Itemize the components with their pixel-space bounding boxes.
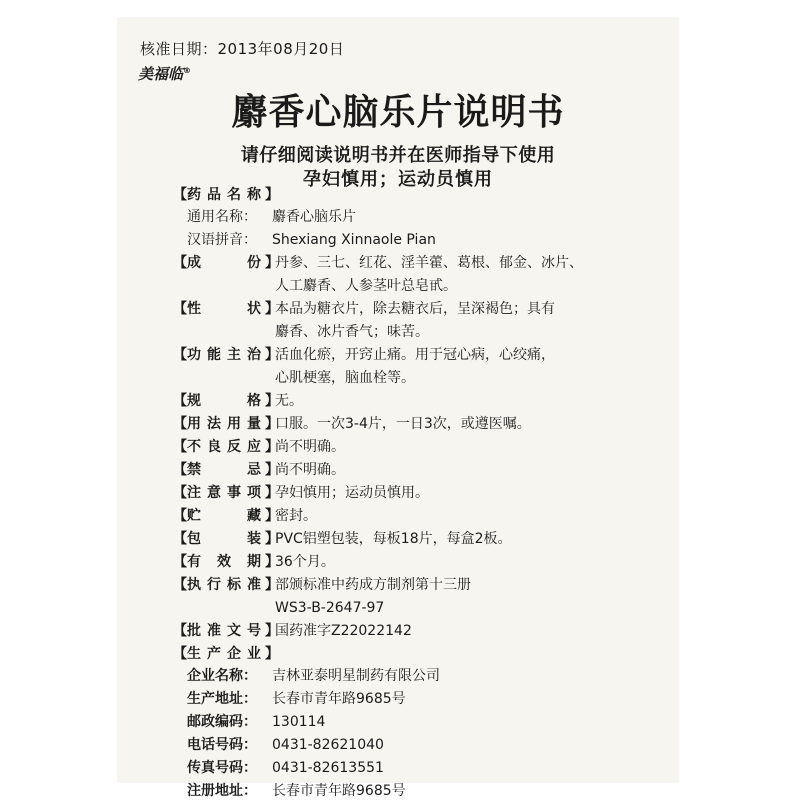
section-text: 活血化瘀，开窍止痛。用于冠心病，心绞痛，: [275, 347, 555, 363]
company-address: 长春市青年路9685号: [272, 691, 406, 707]
field-value: Shexiang Xinnaole Pian: [272, 232, 436, 248]
field-label: 传真号码：: [187, 760, 257, 776]
company-postcode: 130114: [272, 714, 326, 730]
section-text: WS3-B-2647-97: [275, 600, 385, 616]
company-registered-address: 长春市青年路9685号: [272, 783, 406, 799]
field-label: 企业名称：: [187, 668, 257, 684]
section-text: 本品为糖衣片，除去糖衣后，呈深褐色；具有: [275, 301, 555, 317]
instruction-sheet: [118, 18, 678, 799]
common-name-row: [187, 206, 643, 229]
field-label: 注册地址：: [187, 783, 257, 799]
company-address-row: [187, 688, 643, 711]
section-validity: 【 有 效 期 】 36个月。: [173, 551, 643, 574]
section-text: 丹参、三七、红花、淫羊藿、葛根、郁金、冰片、: [275, 255, 583, 271]
field-label: 汉语拼音：: [187, 232, 257, 248]
company-name-row: [187, 665, 643, 688]
brand-logo: [138, 63, 191, 84]
company-postcode-row: [187, 711, 643, 734]
section-label: 功 能 主 治: [187, 347, 261, 363]
section-text: 人工麝香、人参茎叶总皂甙。: [275, 278, 457, 294]
section-dosage: 【 用 法 用 量 】 口服。一次3-4片，一日3次，或遵医嘱。: [173, 413, 643, 436]
section-text: 密封。: [275, 508, 317, 524]
approval-date: 核准日期：2013年08月20日: [140, 40, 345, 58]
field-label: 邮政编码：: [187, 714, 257, 730]
company-phone-row: [187, 734, 643, 757]
section-contraindications: 【 禁 忌 】 尚不明确。: [173, 459, 643, 482]
brand-name: 美福临: [138, 65, 184, 83]
section-text: 尚不明确。: [275, 462, 345, 478]
section-label: 不 良 反 应: [187, 439, 261, 455]
section-text: 36个月。: [275, 554, 335, 570]
section-text: 国药准字Z22022142: [275, 623, 412, 639]
section-ingredients: 【 成 份 】 丹参、三七、红花、淫羊藿、葛根、郁金、冰片、 人工麝香、人参茎叶总皂甙。: [173, 252, 643, 298]
section-text: 口服。一次3-4片，一日3次，或遵医嘱。: [275, 416, 531, 432]
section-approval-number: 【 批 准 文 号 】 国药准字Z22022142: [173, 620, 643, 643]
section-label: 用 法 用 量: [187, 416, 261, 432]
field-label: 生产地址：: [187, 691, 257, 707]
section-manufacturer: 【 生 产 企 业 】: [173, 643, 643, 665]
section-specification: 【 规 格 】 无。: [173, 390, 643, 413]
section-label: 执 行 标 准: [187, 577, 261, 593]
usage-warning: 请仔细阅读说明书并在医师指导下使用: [240, 145, 556, 166]
section-label: 规 格: [187, 393, 261, 409]
section-label: 禁 忌: [187, 462, 261, 478]
company-name: 吉林亚泰明星制药有限公司: [272, 668, 440, 684]
section-indications: 【 功 能 主 治 】 活血化瘀，开窍止痛。用于冠心病，心绞痛， 心肌梗塞，脑血栓等。: [173, 344, 643, 390]
section-text: 部颁标准中药成方制剂第十三册: [275, 577, 471, 593]
caution-warning: 孕妇慎用；运动员慎用: [303, 169, 493, 190]
section-label: 包 装: [187, 531, 261, 547]
section-label: 性 状: [187, 301, 261, 317]
section-adverse-reactions: 【 不 良 反 应 】 尚不明确。: [173, 436, 643, 459]
section-label: 成 份: [187, 255, 261, 271]
section-label: 注 意 事 项: [187, 485, 261, 501]
field-label: 电话号码：: [187, 737, 257, 753]
section-label: 有 效 期: [187, 554, 261, 570]
registered-mark: ®: [183, 66, 192, 75]
section-text: 麝香、冰片香气；味苦。: [275, 324, 429, 340]
company-fax: 0431-82613551: [272, 760, 384, 776]
section-label: 药 品 名 称: [187, 187, 261, 203]
field-label: 通用名称：: [187, 209, 257, 225]
section-drug-name: 【 药 品 名 称 】: [173, 184, 643, 206]
company-phone: 0431-82621040: [272, 737, 384, 753]
section-storage: 【 贮 藏 】 密封。: [173, 505, 643, 528]
section-label: 批 准 文 号: [187, 623, 261, 639]
field-value: 麝香心脑乐片: [272, 209, 356, 225]
section-description: 【 性 状 】 本品为糖衣片，除去糖衣后，呈深褐色；具有 麝香、冰片香气；味苦。: [173, 298, 643, 344]
section-precautions: 【 注 意 事 项 】 孕妇慎用；运动员慎用。: [173, 482, 643, 505]
document-title: 麝香心脑乐片说明书: [231, 92, 565, 133]
company-fax-row: [187, 757, 643, 780]
section-text: 心肌梗塞，脑血栓等。: [275, 370, 415, 386]
section-text: 无。: [275, 393, 303, 409]
section-label: 生 产 企 业: [187, 646, 261, 662]
section-standard: 【 执 行 标 准 】 部颁标准中药成方制剂第十三册 WS3-B-2647-97: [173, 574, 643, 620]
section-text: 尚不明确。: [275, 439, 345, 455]
pinyin-row: [187, 229, 643, 252]
instruction-body: [173, 184, 643, 803]
section-package: 【 包 装 】 PVC铝塑包装，每板18片，每盒2板。: [173, 528, 643, 551]
section-label: 贮 藏: [187, 508, 261, 524]
section-text: 孕妇慎用；运动员慎用。: [275, 485, 429, 501]
section-text: PVC铝塑包装，每板18片，每盒2板。: [275, 531, 512, 547]
